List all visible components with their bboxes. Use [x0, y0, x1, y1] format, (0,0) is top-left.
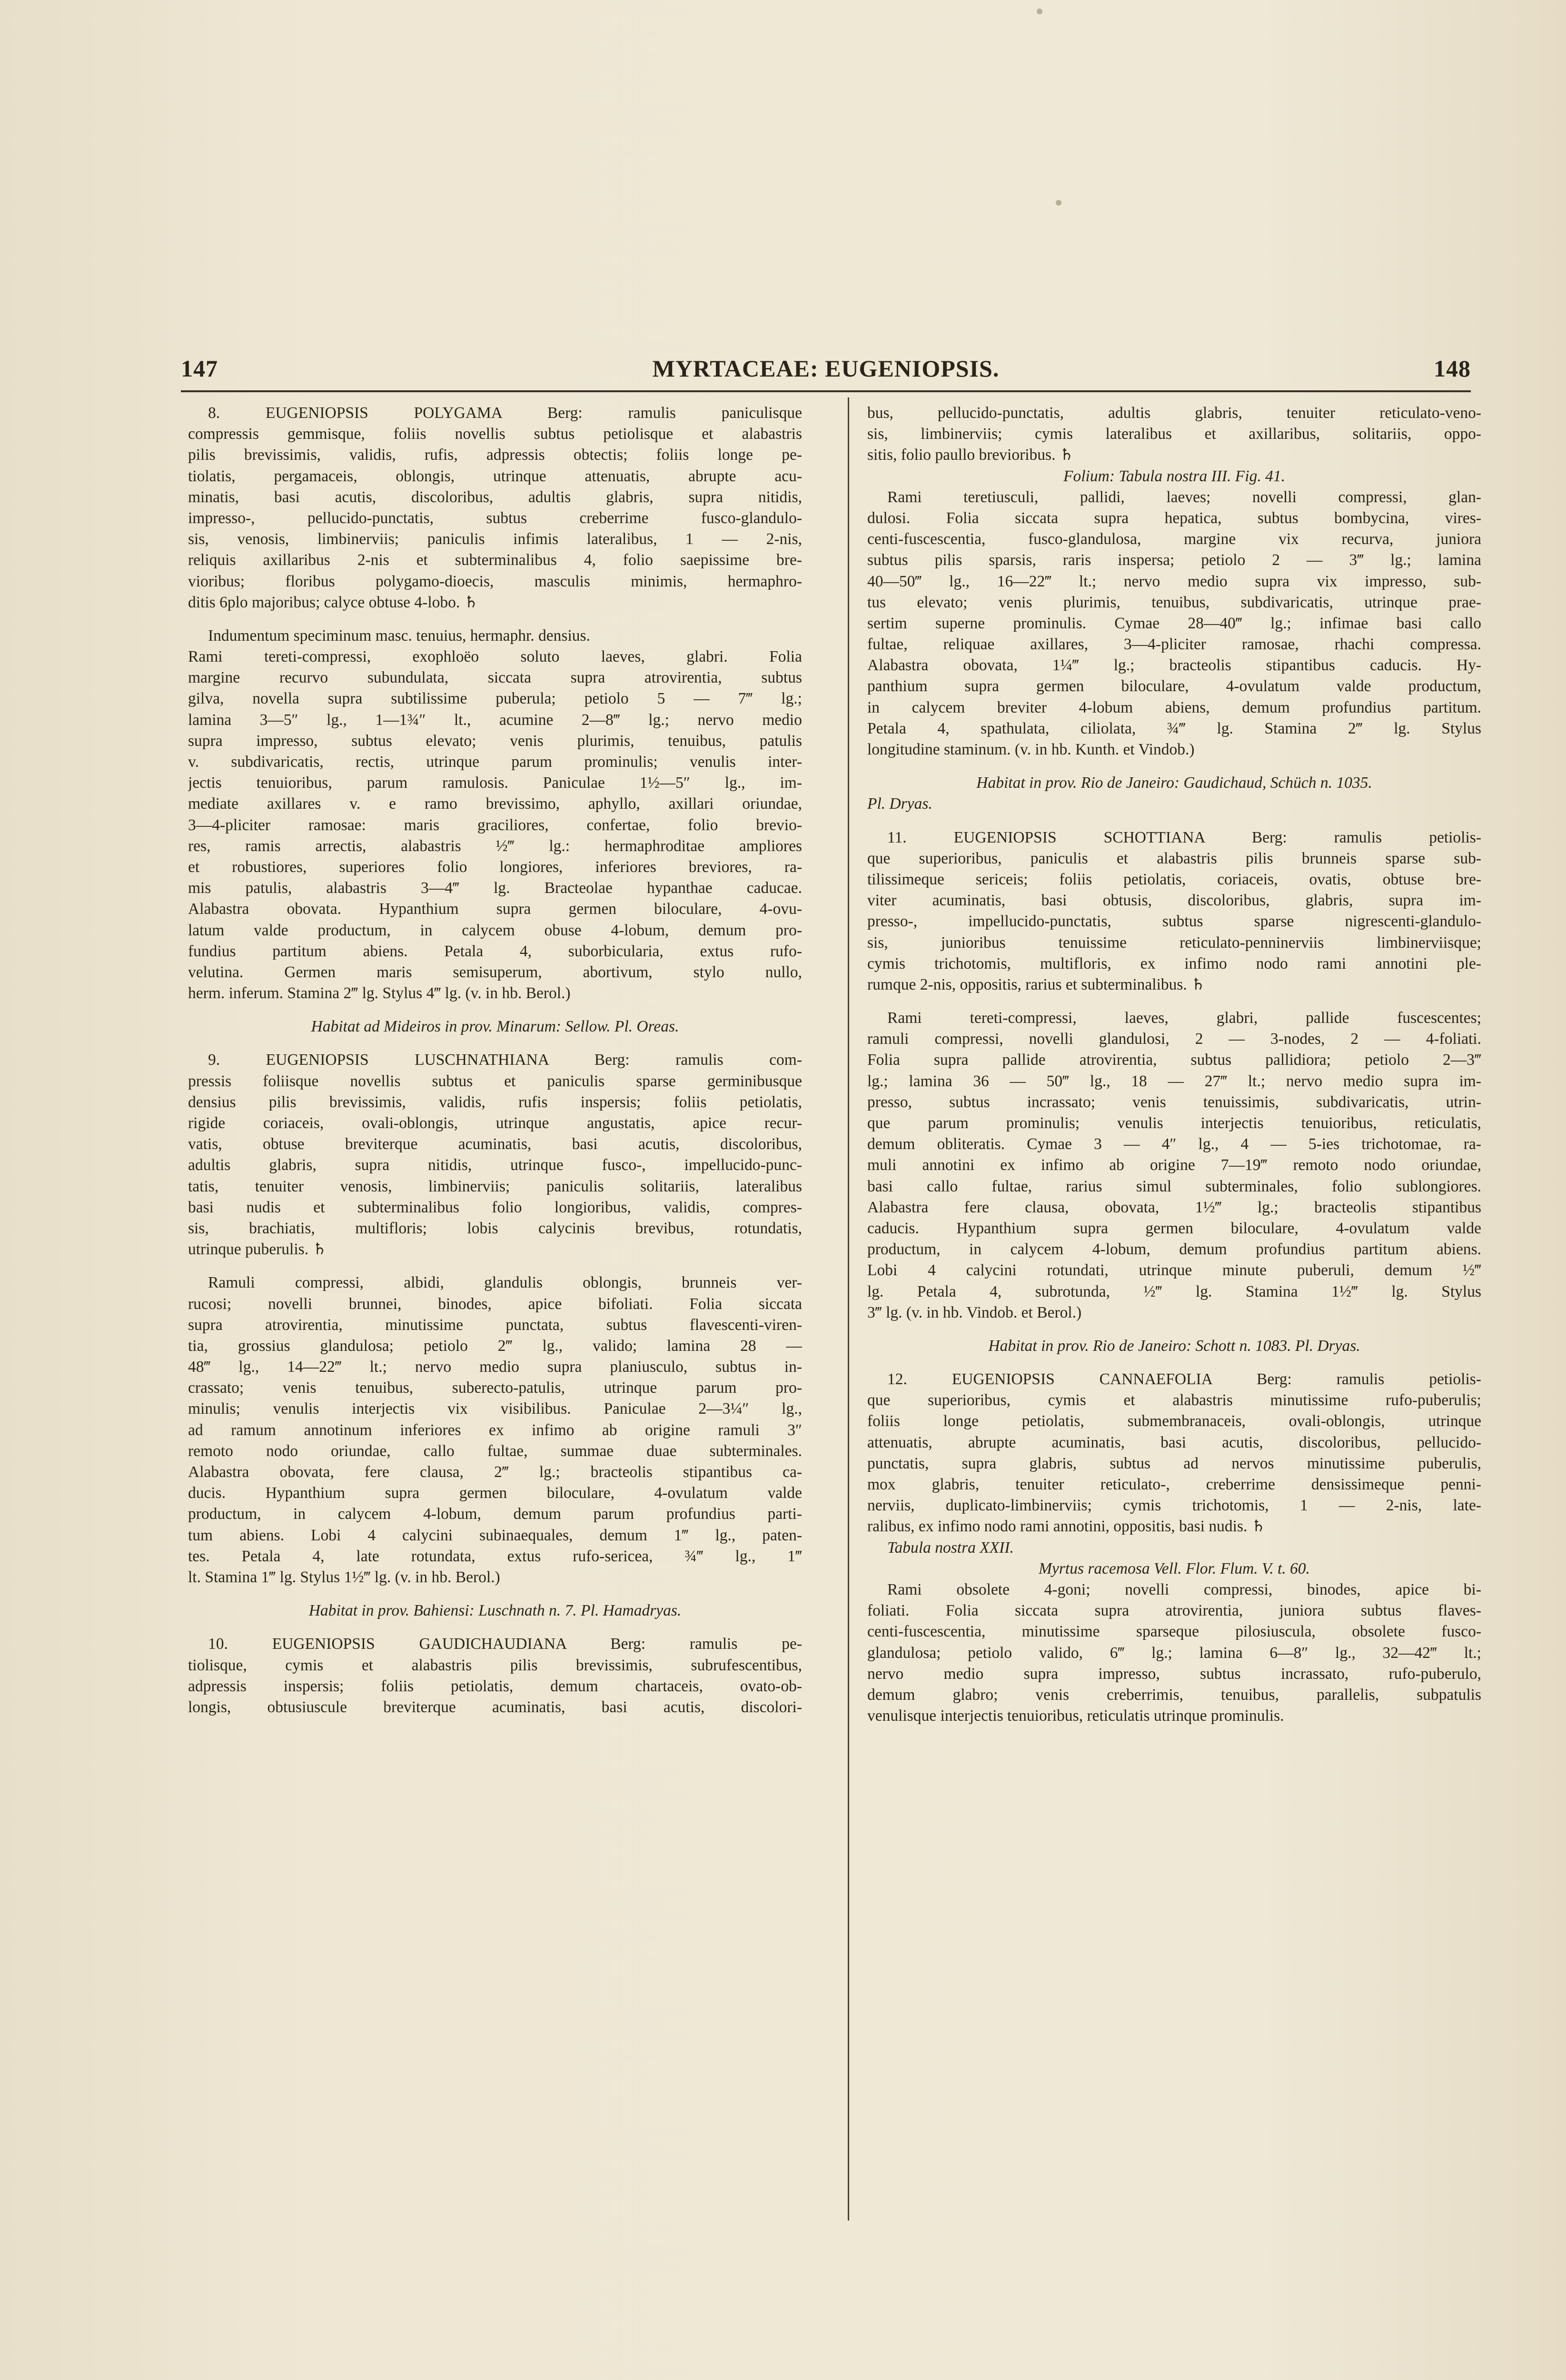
text-line: adultis glabris, supra nitidis, utrinque fusco-, impellucido-punc- [188, 1156, 802, 1174]
text-line: Lobi 4 calycini rotundati, utrinque minute puberuli, demum ½‴ [867, 1261, 1481, 1279]
text-line: tia, grossius glandulosa; petiolo 2‴ lg., valido; lamina 28 — [188, 1337, 802, 1355]
text-line: que parum prominulis; venulis interjectis tenuioribus, reticulatis, [867, 1114, 1481, 1132]
text-line: in calycem breviter 4-lobum abiens, demum profundius partitum. [867, 698, 1481, 716]
text-line: ramuli compressi, novelli glandulosi, 2 — 3-nodes, 2 — 4-foliati. [867, 1030, 1481, 1048]
text-line: longitudine staminum. (v. in hb. Kunth. et Vindob.) [867, 741, 1195, 758]
text-line: venulisque interjectis tenuioribus, reticulatis utrinque prominulis. [867, 1707, 1284, 1725]
paragraph-gap [188, 1588, 802, 1600]
text-line: Alabastra obovata, 1¼‴ lg.; bracteolis stipantibus caducis. Hy- [867, 656, 1481, 674]
text-line: sitis, folio paullo brevioribus. ♄ [867, 446, 1074, 464]
text-line: jectis tenuioribus, parum ramulosis. Paniculae 1½—5″ lg., im- [188, 774, 802, 792]
text-line: tiolisque, cymis et alabastris pilis brevissimis, subrufescentibus, [188, 1656, 802, 1674]
paragraph-gap [867, 1357, 1481, 1369]
text-line: impresso-, pellucido-punctatis, subtus creberrime fusco-glandulo- [188, 509, 802, 527]
text-line: mediate axillares v. e ramo brevissimo, aphyllo, axillari oriundae, [188, 795, 802, 813]
text-line: longis, obtusiuscule breviterque acuminatis, basi acutis, discolori- [188, 1698, 802, 1716]
text-line: productum, in calycem 4-lobum, demum parum profundius parti- [188, 1505, 802, 1523]
text-line: foliati. Folia siccata supra atrovirentia, juniora subtus flaves- [867, 1602, 1481, 1620]
text-line: tiolatis, pergamaceis, oblongis, utrinque attenuatis, abrupte acu- [188, 467, 802, 485]
text-line: tatis, tenuiter venosis, limbinerviis; paniculis solitariis, lateralibus [188, 1177, 802, 1195]
text-line: Alabastra obovata. Hypanthium supra germen biloculare, 4-ovu- [188, 900, 802, 918]
text-line: sis, venosis, limbinerviis; paniculis infimis lateralibus, 1 — 2-nis, [188, 530, 802, 548]
paragraph-gap [188, 613, 802, 625]
text-line: bus, pellucido-punctatis, adultis glabris, tenuiter reticulato-veno- [867, 404, 1481, 422]
text-line: sertim superne prominulis. Cymae 28—40‴ lg.; infimae basi callo [867, 614, 1481, 632]
text-line: que superioribus, paniculis et alabastris pilis brunneis sparse sub- [867, 849, 1481, 867]
text-line: 12. EUGENIOPSIS CANNAEFOLIA Berg: ramulis petiolis- [887, 1370, 1481, 1388]
running-title: MYRTACEAE: EUGENIOPSIS. [652, 355, 1000, 382]
text-line: densius pilis brevissimis, validis, rufis inspersis; foliis petiolatis, [188, 1093, 802, 1111]
text-line: compressis gemmisque, foliis novellis subtus petiolisque et alabastris [188, 425, 802, 443]
text-line: 8. EUGENIOPSIS POLYGAMA Berg: ramulis paniculisque [208, 404, 802, 422]
text-line: sis, brachiatis, multifloris; lobis calycinis brevibus, rotundatis, [188, 1219, 802, 1237]
text-line: ditis 6plo majoribus; calyce obtuse 4-lobo. ♄ [188, 593, 478, 611]
text-line: Petala 4, spathulata, ciliolata, ¾‴ lg. Stamina 2‴ lg. Stylus [867, 719, 1481, 737]
text-line: vioribus; floribus polygamo-dioecis, masculis minimis, hermaphro- [188, 572, 802, 590]
text-line: Ramuli compressi, albidi, glandulis oblongis, brunneis ver- [208, 1274, 802, 1292]
paragraph-gap [188, 1037, 802, 1050]
text-line: res, ramis arrectis, alabastris ½‴ lg.: hermaphroditae ampliores [188, 837, 802, 855]
text-line: demum glabro; venis creberrimis, tenuibus, parallelis, subpatulis [867, 1686, 1481, 1704]
paper-speck [1037, 9, 1042, 14]
text-line: lt. Stamina 1‴ lg. Stylus 1½‴ lg. (v. in hb. Berol.) [188, 1568, 500, 1586]
text-line: Indumentum speciminum masc. tenuius, hermaphr. densius. [208, 626, 590, 645]
text-line: utrinque puberulis. ♄ [188, 1240, 327, 1259]
text-line: centi-fuscescentia, fusco-glandulosa, margine vix recurva, juniora [867, 530, 1481, 548]
text-line: demum obliteratis. Cymae 3 — 4″ lg., 4 — 5-ies trichotomae, ra- [867, 1135, 1481, 1153]
text-line: sis, limbinerviis; cymis lateralibus et axillaribus, solitariis, oppo- [867, 425, 1481, 443]
text-line: tilissimeque sericeis; foliis petiolatis, coriaceis, ovatis, obtuse bre- [867, 870, 1481, 888]
text-line: foliis longe petiolatis, submembranaceis, ovali-oblongis, utrinque [867, 1412, 1481, 1430]
right-column [867, 403, 1481, 1726]
text-line: supra impresso, subtus elevato; venis plurimis, tenuibus, patulis [188, 732, 802, 750]
text-line: adpressis inspersis; foliis petiolatis, demum chartaceis, ovato-ob- [188, 1677, 802, 1695]
text-line: Habitat in prov. Rio de Janeiro: Schott n. 1083. Pl. Dryas. [988, 1337, 1360, 1355]
text-line: Habitat in prov. Bahiensi: Luschnath n. 7. Pl. Hamadryas. [308, 1602, 682, 1620]
text-line: viter acuminatis, basi obtusis, discoloribus, glabris, supra im- [867, 892, 1481, 910]
text-line: Folia supra pallide atrovirentia, subtus pallidiora; petiolo 2—3‴ [867, 1051, 1481, 1069]
text-line: tus elevato; venis plurimis, tenuibus, subdivaricatis, utrinque prae- [867, 593, 1481, 611]
running-header [181, 355, 1471, 388]
text-line: presso, subtus incrassato; venis tenuissimis, subdivaricatis, utrin- [867, 1093, 1481, 1111]
text-line: caducis. Hypanthium supra germen biloculare, 4-ovulatum valde [867, 1219, 1481, 1237]
text-line: Habitat in prov. Rio de Janeiro: Gaudichaud, Schüch n. 1035. [976, 774, 1372, 792]
text-line: latum valde productum, in calycem obuse 4-lobum, demum pro- [188, 921, 802, 939]
text-line: 3—4-pliciter ramosae: maris graciliores, confertae, folio brevio- [188, 816, 802, 834]
text-line: glandulosa; petiolo valido, 6‴ lg.; lamina 6—8″ lg., 32—42‴ lt.; [867, 1644, 1481, 1662]
text-line: Rami tereti-compressi, exophloëo soluto laeves, glabri. Folia [188, 648, 802, 666]
text-line: Rami tereti-compressi, laeves, glabri, pallide fuscescentes; [887, 1009, 1481, 1027]
text-line: Rami obsolete 4-goni; novelli compressi, binodes, apice bi- [887, 1580, 1481, 1598]
page-number-left: 147 [181, 355, 218, 382]
paragraph-gap [188, 1260, 802, 1272]
text-line: fultae, reliquae axillares, 3—4-pliciter ramosae, rhachi compressa. [867, 635, 1481, 654]
header-rule [181, 390, 1471, 392]
text-line: ralibus, ex infimo nodo rami annotini, oppositis, basi nudis. ♄ [867, 1517, 1266, 1536]
text-line: productum, in calycem 4-lobum, demum profundius partitum abiens. [867, 1240, 1481, 1259]
text-line: minulis; venulis interjectis vix visibilibus. Paniculae 2—3¼″ lg., [188, 1400, 802, 1418]
text-line: cymis trichotomis, multifloris, ex infimo nodo rami annotini ple- [867, 954, 1481, 972]
text-line: lamina 3—5″ lg., 1—1¾″ lt., acumine 2—8‴ lg.; nervo medio [188, 711, 802, 729]
text-line: basi nudis et subterminalibus folio longioribus, validis, compres- [188, 1198, 802, 1216]
text-line: Pl. Dryas. [867, 795, 932, 813]
text-line: basi callo fultae, rarius simul subterminales, folio sublongiores. [867, 1177, 1481, 1195]
text-line: Myrtus racemosa Vell. Flor. Flum. V. t. 60. [1039, 1559, 1310, 1577]
paper-speck [1056, 200, 1061, 206]
text-line: Habitat ad Mideiros in prov. Minarum: Sellow. Pl. Oreas. [311, 1018, 679, 1036]
text-line: mox glabris, tenuiter reticulato-, creberrime densissimeque penni- [867, 1476, 1481, 1493]
text-line: presso-, impellucido-punctatis, subtus sparse nigrescenti-glandulo- [867, 912, 1481, 931]
text-line: vatis, obtuse breviterque acuminatis, basi acutis, discoloribus, [188, 1135, 802, 1153]
text-line: rucosi; novelli brunnei, binodes, apice bifoliati. Folia siccata [188, 1295, 802, 1313]
text-line: crassato; venis tenuibus, suberecto-patulis, utrinque parum pro- [188, 1379, 802, 1397]
paragraph-gap [188, 1004, 802, 1016]
text-line: et robustiores, superiores folio longiores, inferiores breviores, ra- [188, 858, 802, 876]
text-line: margine recurvo subundulata, siccata supra atrovirentia, subtus [188, 669, 802, 687]
text-line: 9. EUGENIOPSIS LUSCHNATHIANA Berg: ramulis com- [208, 1051, 802, 1069]
text-line: subtus pilis sparsis, raris inspersa; petiolo 2 — 3‴ lg.; lamina [867, 551, 1481, 569]
text-line: mis patulis, alabastris 3—4‴ lg. Bracteolae hypanthae caducae. [188, 879, 802, 897]
text-line: fundius partitum abiens. Petala 4, suborbicularia, extus rufo- [188, 942, 802, 960]
text-line: v. subdivaricatis, rectis, utrinque parum prominulis; venulis inter- [188, 753, 802, 771]
paragraph-gap [867, 815, 1481, 827]
text-line: centi-fuscescentia, minutissime sparseque pilosiuscula, obsolete fusco- [867, 1623, 1481, 1641]
text-line: herm. inferum. Stamina 2‴ lg. Stylus 4‴ lg. (v. in hb. Berol.) [188, 984, 571, 1002]
text-line: tes. Petala 4, late rotundata, extus rufo-sericea, ¾‴ lg., 1‴ [188, 1547, 802, 1565]
text-line: sis, junioribus tenuissime reticulato-penninerviis limbinerviisque; [867, 933, 1481, 952]
text-line: rumque 2-nis, oppositis, rarius et subterminalibus. ♄ [867, 975, 1206, 993]
text-line: pressis foliisque novellis subtus et paniculis sparse germinibusque [188, 1072, 802, 1090]
text-line: minatis, basi acutis, discoloribus, adultis glabris, supra nitidis, [188, 488, 802, 506]
text-line: ducis. Hypanthium supra germen biloculare, 4-ovulatum valde [188, 1484, 802, 1502]
text-line: que superioribus, cymis et alabastris minutissime rufo-puberulis; [867, 1391, 1481, 1409]
text-line: remoto nodo oriundae, callo fultae, summae duae subterminales. [188, 1442, 802, 1460]
text-line: panthium supra germen biloculare, 4-ovulatum valde productum, [867, 677, 1481, 695]
page-number-right: 148 [1434, 355, 1471, 382]
paragraph-gap [867, 1323, 1481, 1336]
text-line: 10. EUGENIOPSIS GAUDICHAUDIANA Berg: ramulis pe- [208, 1635, 802, 1653]
text-line: Tabula nostra XXII. [887, 1538, 1014, 1557]
text-line: reliquis axillaribus 2-nis et subterminalibus 4, folio saepissime bre- [188, 551, 802, 569]
text-line: nerviis, duplicato-limbinerviis; cymis trichotomis, 1 — 2-nis, late- [867, 1497, 1481, 1515]
text-line: 40—50‴ lg., 16—22‴ lt.; nervo medio supra vix impresso, sub- [867, 572, 1481, 590]
text-line: 3‴ lg. (v. in hb. Vindob. et Berol.) [867, 1303, 1082, 1321]
text-line: muli annotini ex infimo ab origine 7—19‴ remoto nodo oriundae, [867, 1156, 1481, 1174]
text-line: rigide coriaceis, ovali-oblongis, utrinque angustatis, apice recur- [188, 1114, 802, 1132]
text-line: punctatis, supra glabris, subtus ad nervos minutissime puberulis, [867, 1454, 1481, 1472]
text-line: Rami teretiusculi, pallidi, laeves; novelli compressi, glan- [887, 488, 1481, 506]
text-line: velutina. Germen maris semisuperum, abortivum, stylo nullo, [188, 963, 802, 981]
text-line: ad ramum annotinum inferiores ex infimo ab origine ramuli 3″ [188, 1421, 802, 1439]
text-line: 48‴ lg., 14—22‴ lt.; nervo medio supra planiusculo, subtus in- [188, 1358, 802, 1376]
text-line: supra atrovirentia, minutissime punctata, subtus flavescenti-viren- [188, 1316, 802, 1334]
text-line: Alabastra fere clausa, obovata, 1½‴ lg.; bracteolis stipantibus [867, 1198, 1481, 1216]
text-line: pilis brevissimis, validis, rufis, adpressis obtectis; foliis longe pe- [188, 446, 802, 464]
text-line: nervo medio supra impresso, subtus incrassato, rufo-puberulo, [867, 1665, 1481, 1683]
text-line: 11. EUGENIOPSIS SCHOTTIANA Berg: ramulis petiolis- [887, 828, 1481, 846]
text-line: lg. Petala 4, subrotunda, ½‴ lg. Stamina 1½‴ lg. Stylus [867, 1282, 1481, 1300]
paragraph-gap [867, 995, 1481, 1008]
column-divider [848, 397, 849, 2221]
text-line: dulosi. Folia siccata supra hepatica, subtus bombycina, vires- [867, 509, 1481, 527]
text-line: gilva, novella supra subtilissime puberula; petiolo 5 — 7‴ lg.; [188, 690, 802, 708]
left-column [188, 403, 802, 1718]
paragraph-gap [867, 760, 1481, 773]
text-line: lg.; lamina 36 — 50‴ lg., 18 — 27‴ lt.; nervo medio supra im- [867, 1072, 1481, 1090]
text-line: Folium: Tabula nostra III. Fig. 41. [1063, 467, 1285, 485]
paragraph-gap [188, 1621, 802, 1634]
text-line: Alabastra obovata, fere clausa, 2‴ lg.; bracteolis stipantibus ca- [188, 1463, 802, 1481]
text-line: tum abiens. Lobi 4 calycini subinaequales, demum 1‴ lg., paten- [188, 1526, 802, 1544]
text-line: attenuatis, abrupte acuminatis, basi acutis, discoloribus, pellucido- [867, 1433, 1481, 1451]
